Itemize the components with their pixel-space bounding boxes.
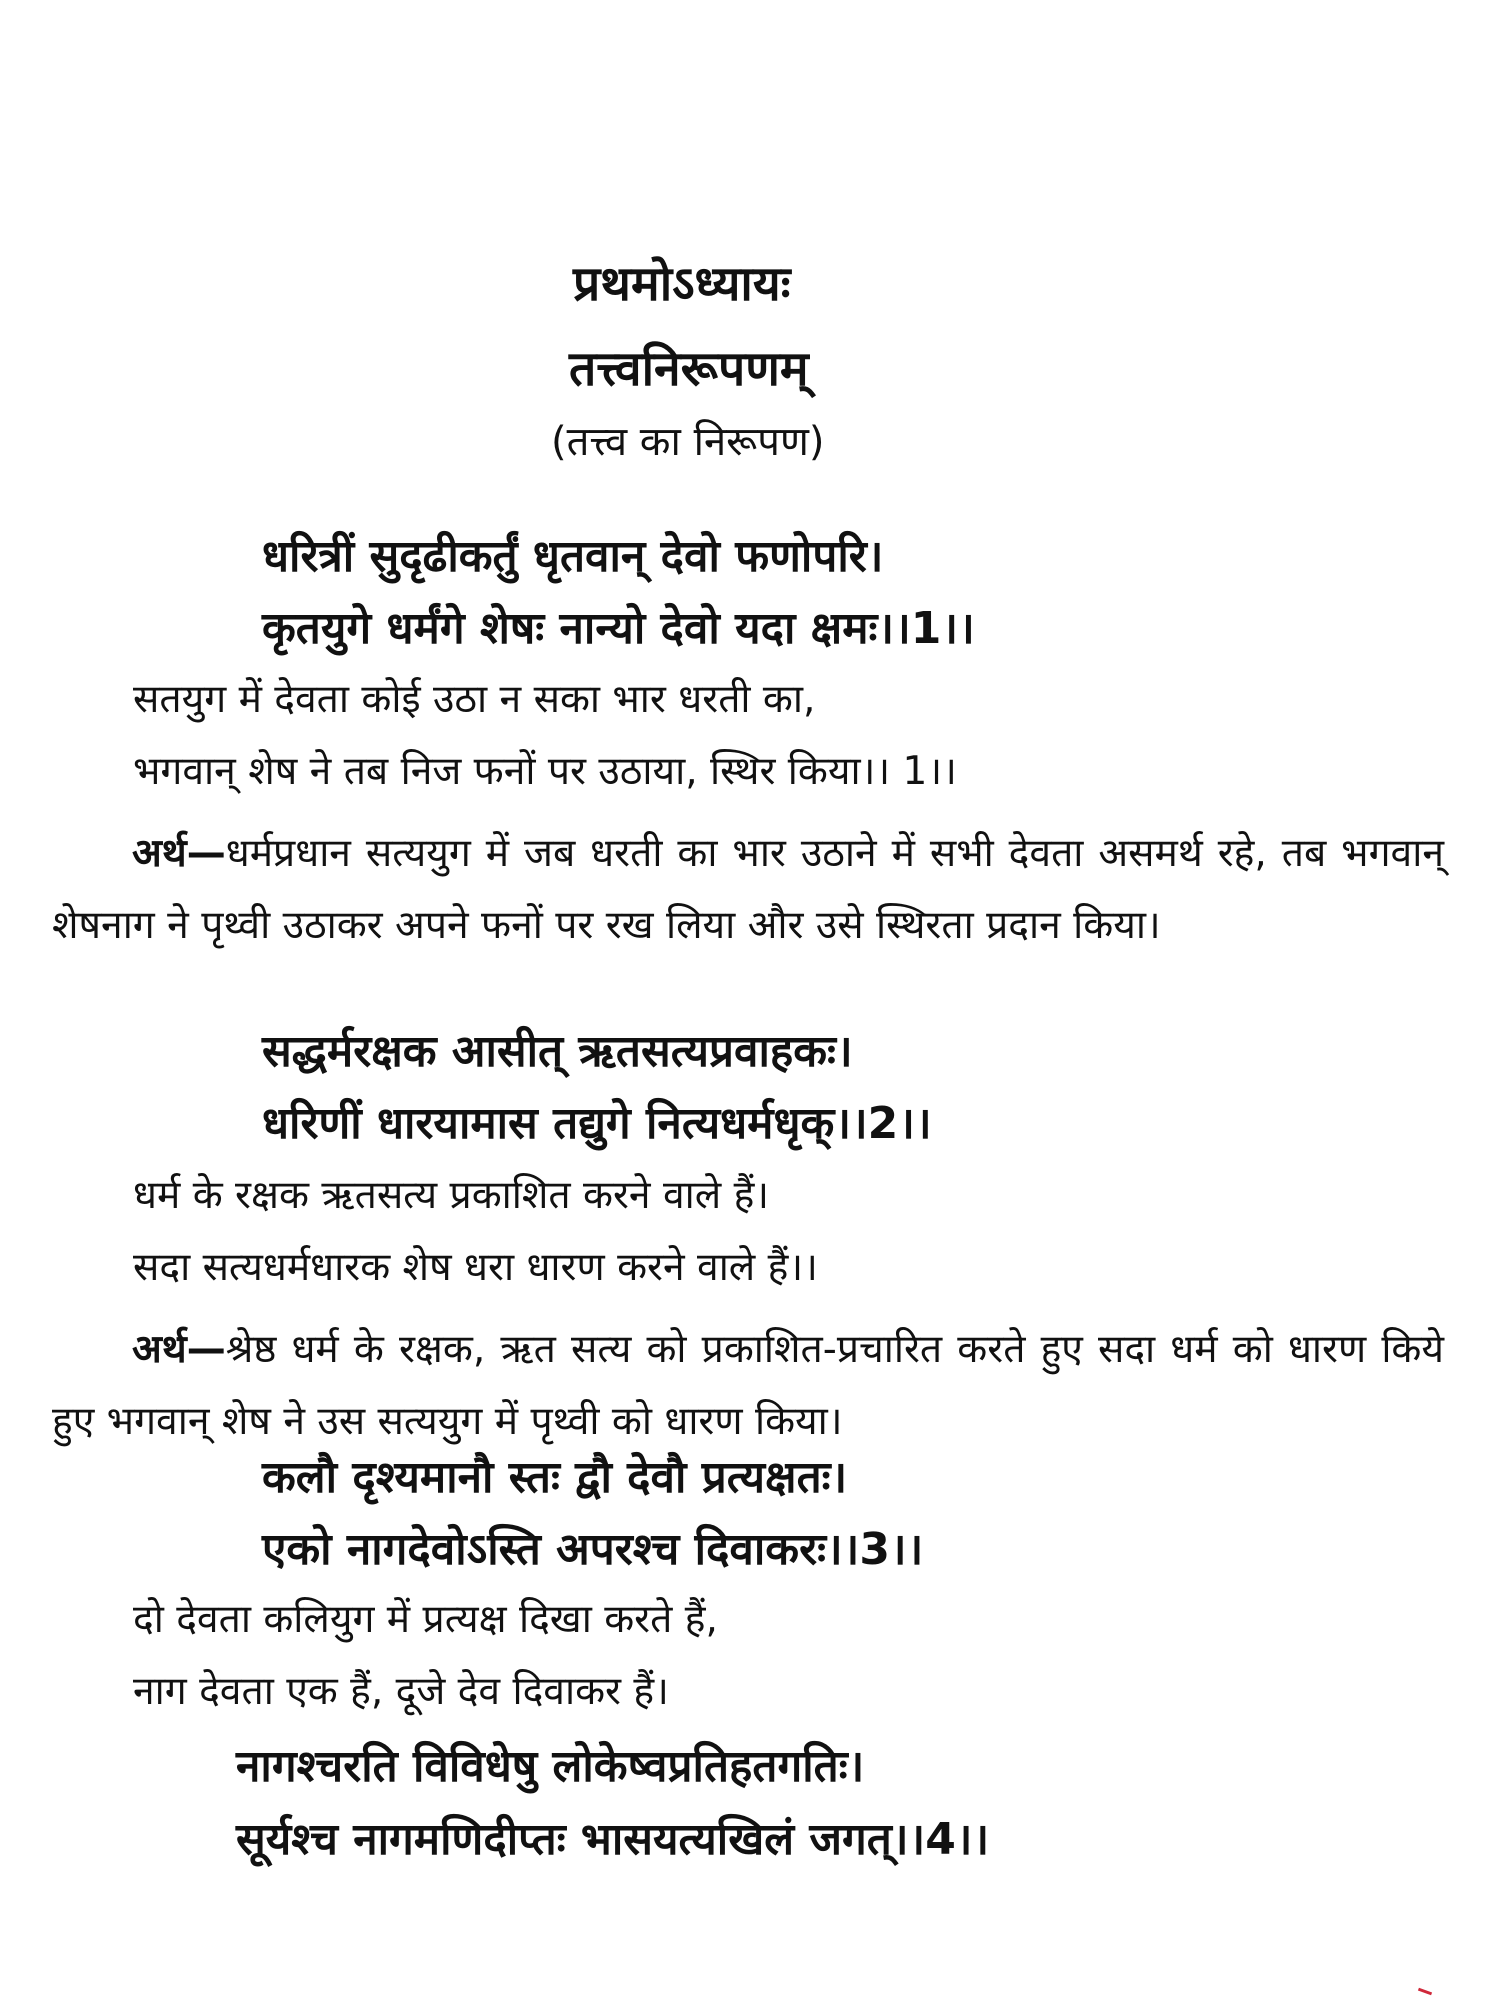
verse-2-line-2: धरिणीं धारयामास तद्युगे नित्यधर्मधृक्।।2।। — [262, 1098, 932, 1149]
translation-1-line-2: भगवान् शेष ने तब निज फनों पर उठाया, स्थिर किया।। 1।। — [133, 749, 957, 794]
verse-1-line-1: धरित्रीं सुदृढीकर्तुं धृतवान् देवो फणोपरि। — [262, 531, 884, 582]
meaning-1-label: अर्थ— — [132, 831, 226, 876]
verse-4-line-1: नागश्चरति विविधेषु लोकेष्वप्रतिहतगतिः। — [236, 1741, 865, 1792]
verse-3-line-1: कलौ दृश्यमानौ स्तः द्वौ देवौ प्रत्यक्षतः। — [262, 1452, 848, 1503]
meaning-1-text: धर्मप्रधान सत्ययुग में जब धरती का भार उठाने में सभी देवता असमर्थ रहे, तब भगवान् शेषनाग ने पृथ्वी उठाकर अपने फनों पर रख लिया और उसे स्थिरता प्रदान किया। — [52, 831, 1444, 948]
meaning-2-label: अर्थ— — [132, 1327, 226, 1372]
verse-1-line-2: कृतयुगे धर्मंगे शेषः नान्यो देवो यदा क्षमः।।1।। — [262, 603, 975, 654]
red-pen-mark — [1418, 1988, 1432, 1996]
chapter-title: तत्त्वनिरूपणम् — [569, 341, 809, 397]
meaning-2-paragraph — [52, 1314, 1444, 1458]
verse-3-line-2: एको नागदेवोऽस्ति अपरश्च दिवाकरः।।3।। — [262, 1524, 924, 1575]
translation-2-line-1: धर्म के रक्षक ऋतसत्य प्रकाशित करने वाले हैं। — [133, 1173, 770, 1218]
meaning-2-text: श्रेष्ठ धर्म के रक्षक, ऋत सत्य को प्रकाशित-प्रचारित करते हुए सदा धर्म को धारण किये हुए भगवान् शेष ने उस सत्ययुग में पृथ्वी को धारण किया। — [52, 1327, 1444, 1444]
verse-2-line-1: सद्धर्मरक्षक आसीत् ऋतसत्यप्रवाहकः। — [262, 1026, 853, 1077]
chapter-heading: प्रथमोऽध्यायः — [573, 256, 791, 312]
translation-1-line-1: सतयुग में देवता कोई उठा न सका भार धरती का, — [133, 677, 816, 722]
chapter-subtitle: (तत्त्व का निरूपण) — [551, 419, 825, 465]
translation-3-line-1: दो देवता कलियुग में प्रत्यक्ष दिखा करते हैं, — [133, 1597, 718, 1642]
meaning-1-paragraph — [52, 818, 1444, 962]
translation-3-line-2: नाग देवता एक हैं, दूजे देव दिवाकर हैं। — [133, 1669, 669, 1714]
translation-2-line-2: सदा सत्यधर्मधारक शेष धरा धारण करने वाले हैं।। — [133, 1245, 818, 1290]
verse-4-line-2: सूर्यश्च नागमणिदीप्तः भासयत्यखिलं जगत्।।4।। — [236, 1814, 990, 1865]
